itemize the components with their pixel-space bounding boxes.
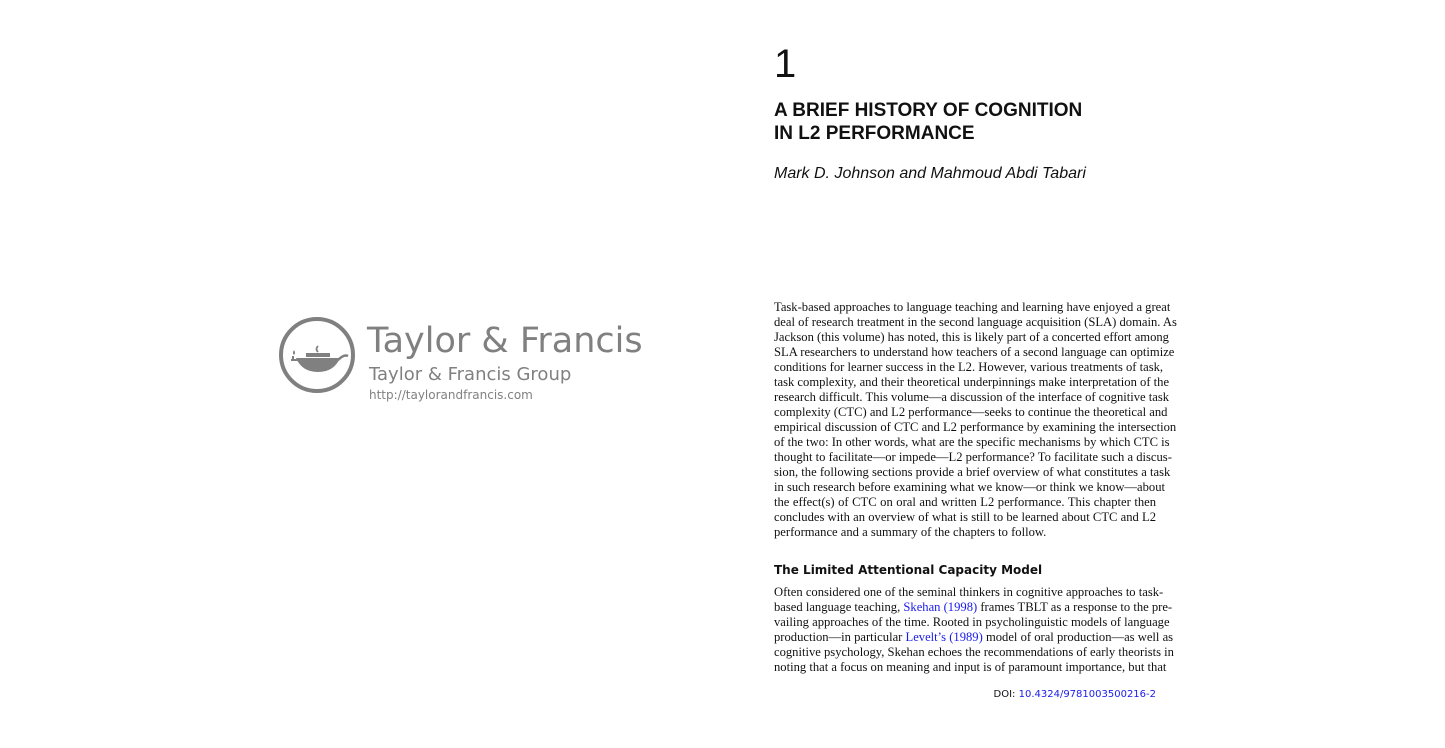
text-segment: frames TBLT as a response to the pre- [977,600,1173,614]
text-line: vailing approaches of the time. Rooted in psycholinguistic models of language [774,615,1170,629]
chapter-title-line: A BRIEF HISTORY OF COGNITION [774,100,1083,121]
doi-link[interactable]: 10.4324/9781003500216-2 [1018,689,1156,700]
text-line: concludes with an overview of what is still to be learned about CTC and L2 [774,510,1156,524]
text-line: noting that a focus on meaning and input is of paramount importance, but that [774,660,1167,674]
text-line: of the two: In other words, what are the specific mechanisms by which CTC is [774,435,1170,449]
text-line: in such research before examining what we know—or think we know—about [774,480,1165,494]
text-line: sion, the following sections provide a brief overview of what constitutes a task [774,465,1171,479]
chapter-number: 1 [774,42,797,86]
text-line: conditions for learner success in the L2. However, various treatments of task, [774,360,1164,374]
text-line: cognitive psychology, Skehan echoes the recommendations of early theorists in [774,645,1174,659]
text-segment: based language teaching, [774,600,904,614]
text-segment: model of oral production—as well as [982,630,1174,644]
chapter-title [774,99,1082,145]
doi-label: DOI: [993,689,1019,700]
logo-name: Taylor & Francis [367,321,643,361]
text-line [774,630,1174,645]
lamp-logo-icon [278,316,358,396]
chapter-authors: Mark D. Johnson and Mahmoud Abdi Tabari [774,165,1086,182]
text-line: Often considered one of the seminal thinkers in cognitive approaches to task- [774,585,1164,599]
logo-group: Taylor & Francis Group [369,364,572,385]
text-line: research difficult. This volume—a discussion of the interface of cognitive task [774,390,1170,404]
text-line: the effect(s) of CTC on oral and written L2 performance. This chapter then [774,495,1156,509]
citation-link-levelt[interactable]: Levelt’s (1989) [905,630,983,644]
doi [994,689,1156,700]
text-line: empirical discussion of CTC and L2 performance by examining the intersection [774,420,1177,434]
citation-link-skehan[interactable]: Skehan (1998) [903,600,978,614]
text-line: task complexity, and their theoretical underpinnings make interpretation of the [774,375,1170,389]
text-line: thought to facilitate—or impede—L2 performance? To facilitate such a discus- [774,450,1172,464]
text-line: Task-based approaches to language teaching and learning have enjoyed a great [774,300,1171,314]
intro-paragraph [774,300,1177,540]
text-line: complexity (CTC) and L2 performance—seeks to continue the theoretical and [774,405,1168,419]
logo-url: http://taylorandfrancis.com [369,388,533,402]
text-line: performance and a summary of the chapters to follow. [774,525,1047,539]
text-line: SLA researchers to understand how teachers of a second language can optimize [774,345,1175,359]
text-line: deal of research treatment in the second language acquisition (SLA) domain. As [774,315,1177,329]
text-segment: production—in particular [774,630,906,644]
chapter-title-line: IN L2 PERFORMANCE [774,123,975,144]
text-line [774,600,1173,615]
text-line: Jackson (this volume) has noted, this is likely part of a concerted effort among [774,330,1169,344]
section-paragraph [774,585,1174,675]
section-heading: The Limited Attentional Capacity Model [774,563,1043,577]
